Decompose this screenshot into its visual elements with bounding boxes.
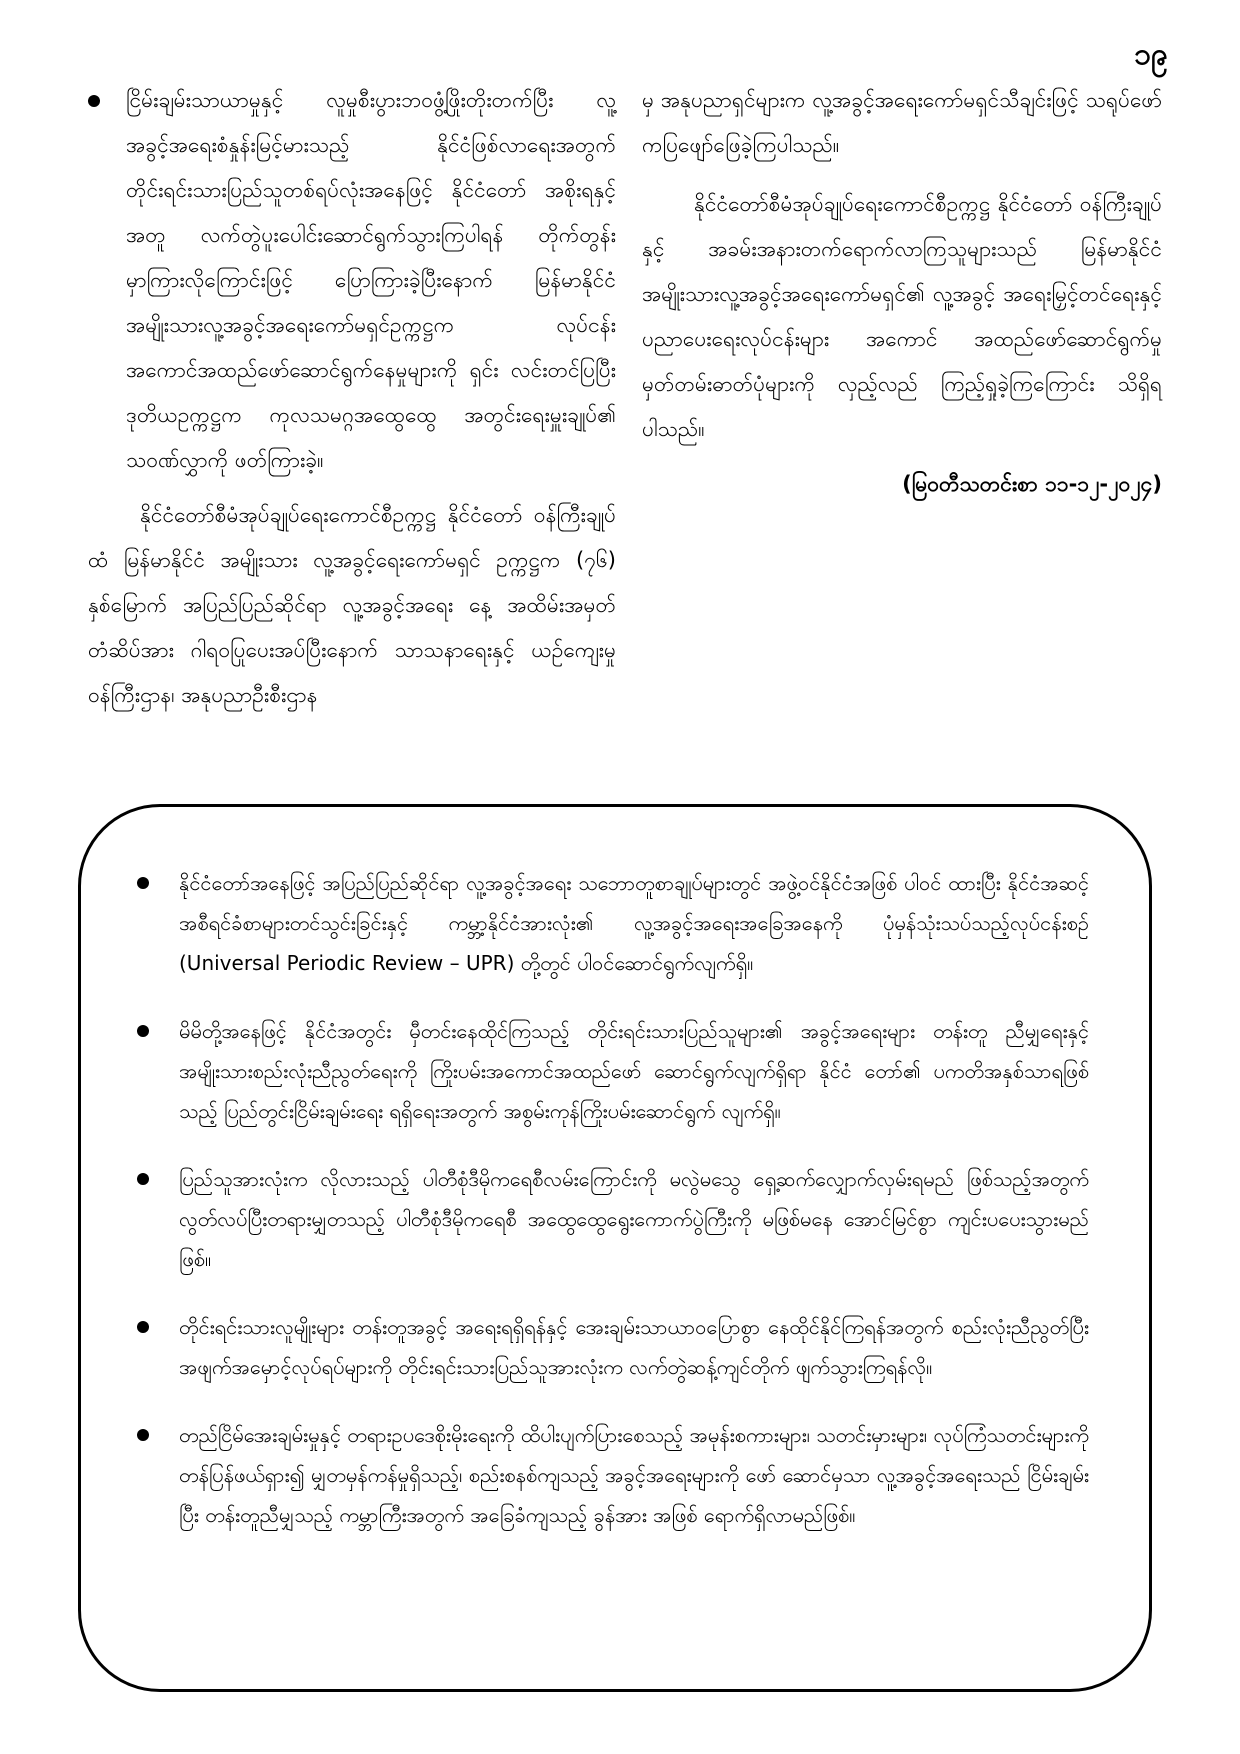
bullet-dot-icon bbox=[137, 1173, 149, 1185]
bullet-paragraph bbox=[88, 78, 616, 483]
bullet-paragraph-text: ငြိမ်းချမ်းသာယာမှုနှင့် လူမှုစီးပွားဘဝဖွံ့ဖြိုးတိုးတက်ပြီး လူ့အခွင့်အရေးစံနှုန်းမြင့်မားသည့် နိုင်ငံဖြစ်လာရေးအတွက် တိုင်းရင်းသားပြည်သူတစ်ရပ်လုံးအနေဖြင့် နိုင်ငံတော် အစိုးရနှင့်အတူ လက်တွဲပူးပေါင်းဆောင်ရွက်သွားကြပါရန် တိုက်တွန်းမှာကြားလိုကြောင်းဖြင့် ပြောကြားခဲ့ပြီးနောက် မြန်မာနိုင်ငံအမျိုးသားလူ့အခွင့်အရေးကော်မရှင်ဥက္ကဋ္ဌက လုပ်ငန်းအကောင်အထည်ဖော်ဆောင်ရွက်နေမှုများကို ရှင်း လင်းတင်ပြပြီး ဒုတိယဥက္ကဋ္ဌက ကုလသမဂ္ဂအထွေထွေ အတွင်းရေးမှူးချုပ်၏ သဝဏ်လွှာကို ဖတ်ကြားခဲ့။ bbox=[126, 88, 616, 472]
bullet-dot-icon bbox=[88, 95, 100, 107]
bullet-dot-icon bbox=[137, 1429, 149, 1441]
summary-item-text: တိုင်းရင်းသားလူမျိုးများ တန်းတူအခွင့် အရေးရရှိရန်နှင့် အေးချမ်းသာယာဝပြောစွာ နေထိုင်နိုင်ကြရန်အတွက် စည်းလုံးညီညွတ်ပြီး အဖျက်အမှောင့်လုပ်ရပ်များကို တိုင်းရင်းသားပြည်သူအားလုံးက လက်တွဲဆန့်ကျင်တိုက် ဖျက်သွားကြရန်လို။ bbox=[179, 1315, 1089, 1379]
summary-item bbox=[137, 1415, 1089, 1535]
left-column bbox=[88, 78, 616, 718]
summary-item-text: တည်ငြိမ်အေးချမ်းမှုနှင့် တရားဥပဒေစိုးမိုးရေးကို ထိပါးပျက်ပြားစေသည့် အမုန်းစကားများ၊ သတင်းမှားများ၊ လုပ်ကြံသတင်းများကို တန်ပြန်ဖယ်ရှား၍ မျှတမှန်ကန်မှုရှိသည့်၊ စည်းစနစ်ကျသည့် အခွင့်အရေးများကို ဖော် ဆောင်မှသာ လူ့အခွင့်အရေးသည် ငြိမ်းချမ်းပြီး တန်းတူညီမျှသည့် ကမ္ဘာကြီးအတွက် အခြေခံကျသည့် ခွန်အား အဖြစ် ရောက်ရှိလာမည်ဖြစ်။ bbox=[179, 1423, 1089, 1527]
summary-item bbox=[137, 1011, 1089, 1131]
bullet-dot-icon bbox=[137, 877, 149, 889]
left-paragraph-2: နိုင်ငံတော်စီမံအုပ်ချုပ်ရေးကောင်စီဥက္ကဋ္ဌ နိုင်ငံတော် ဝန်ကြီးချုပ်ထံ မြန်မာနိုင်ငံ အမျိုးသား လူ့အခွင့်ရေးကော်မရှင် ဥက္ကဋ္ဌက (၇၆) နှစ်မြောက် အပြည်ပြည်ဆိုင်ရာ လူ့အခွင့်အရေး နေ့ အထိမ်းအမှတ်တံဆိပ်အား ဂါရဝပြုပေးအပ်ပြီးနောက် သာသနာရေးနှင့် ယဉ်ကျေးမှုဝန်ကြီးဌာန၊ အနုပညာဦးစီးဌာန bbox=[88, 503, 616, 707]
summary-item bbox=[137, 1159, 1089, 1279]
summary-item-text: နိုင်ငံတော်အနေဖြင့် အပြည်ပြည်ဆိုင်ရာ လူ့အခွင့်အရေး သဘောတူစာချုပ်များတွင် အဖွဲ့ဝင်နိုင်ငံအဖြစ် ပါဝင် ထားပြီး နိုင်ငံအဆင့်အစီရင်ခံစာများတင်သွင်းခြင်းနှင့် ကမ္ဘာ့နိုင်ငံအားလုံး၏ လူ့အခွင့်အရေးအခြေအနေကို ပုံမှန်သုံးသပ်သည့်လုပ်ငန်းစဉ် (Universal Periodic Review – UPR) တို့တွင် ပါဝင်ဆောင်ရွက်လျက်ရှိ။ bbox=[179, 871, 1089, 975]
summary-box bbox=[78, 804, 1152, 1692]
right-column bbox=[642, 78, 1162, 507]
right-paragraph-2: နိုင်ငံတော်စီမံအုပ်ချုပ်ရေးကောင်စီဥက္ကဋ္ဌ နိုင်ငံတော် ဝန်ကြီးချုပ်နှင့် အခမ်းအနားတက်ရောက်လာကြသူများသည် မြန်မာနိုင်ငံအမျိုးသားလူ့အခွင့်အရေးကော်မရှင်၏ လူ့အခွင့် အရေးမြှင့်တင်ရေးနှင့် ပညာပေးရေးလုပ်ငန်းများ အကောင် အထည်ဖော်ဆောင်ရွက်မှု မှတ်တမ်းဓာတ်ပုံများကို လှည့်လည် ကြည့်ရှုခဲ့ကြကြောင်း သိရှိရပါသည်။ bbox=[642, 192, 1162, 441]
bullet-dot-icon bbox=[137, 1025, 149, 1037]
summary-item-text: ပြည်သူအားလုံးက လိုလားသည့် ပါတီစုံဒီမိုကရေစီလမ်းကြောင်းကို မလွဲမသွေ ရှေ့ဆက်လျှောက်လှမ်းရမည် ဖြစ်သည့်အတွက် လွတ်လပ်ပြီးတရားမျှတသည့် ပါတီစုံဒီမိုကရေစီ အထွေထွေရွေးကောက်ပွဲကြီးကို မဖြစ်မနေ အောင်မြင်စွာ ကျင်းပပေးသွားမည်ဖြစ်။ bbox=[179, 1167, 1089, 1271]
bullet-dot-icon bbox=[137, 1321, 149, 1333]
source-citation: (မြဝတီသတင်းစာ ၁၁-၁၂-၂၀၂၄) bbox=[902, 472, 1162, 496]
summary-item bbox=[137, 863, 1089, 983]
summary-list bbox=[81, 807, 1149, 1535]
summary-item bbox=[137, 1307, 1089, 1387]
summary-item-text: မိမိတို့အနေဖြင့် နိုင်ငံအတွင်း မှီတင်းနေထိုင်ကြသည့် တိုင်းရင်းသားပြည်သူများ၏ အခွင့်အရေးများ တန်းတူ ညီမျှရေးနှင့် အမျိုးသားစည်းလုံးညီညွတ်ရေးကို ကြိုးပမ်းအကောင်အထည်ဖော် ဆောင်ရွက်လျက်ရှိရာ နိုင်ငံ တော်၏ ပကတိအနှစ်သာရဖြစ်သည့် ပြည်တွင်းငြိမ်းချမ်းရေး ရရှိရေးအတွက် အစွမ်းကုန်ကြိုးပမ်းဆောင်ရွက် လျက်ရှိ။ bbox=[179, 1019, 1089, 1123]
right-paragraph-1: မှ အနုပညာရှင်များက လူ့အခွင့်အရေးကော်မရှင်သီချင်းဖြင့် သရုပ်ဖော်ကပြဖျော်ဖြေခဲ့ကြပါသည်။ bbox=[642, 88, 1162, 157]
page-number: ၁၉ bbox=[1134, 37, 1168, 72]
